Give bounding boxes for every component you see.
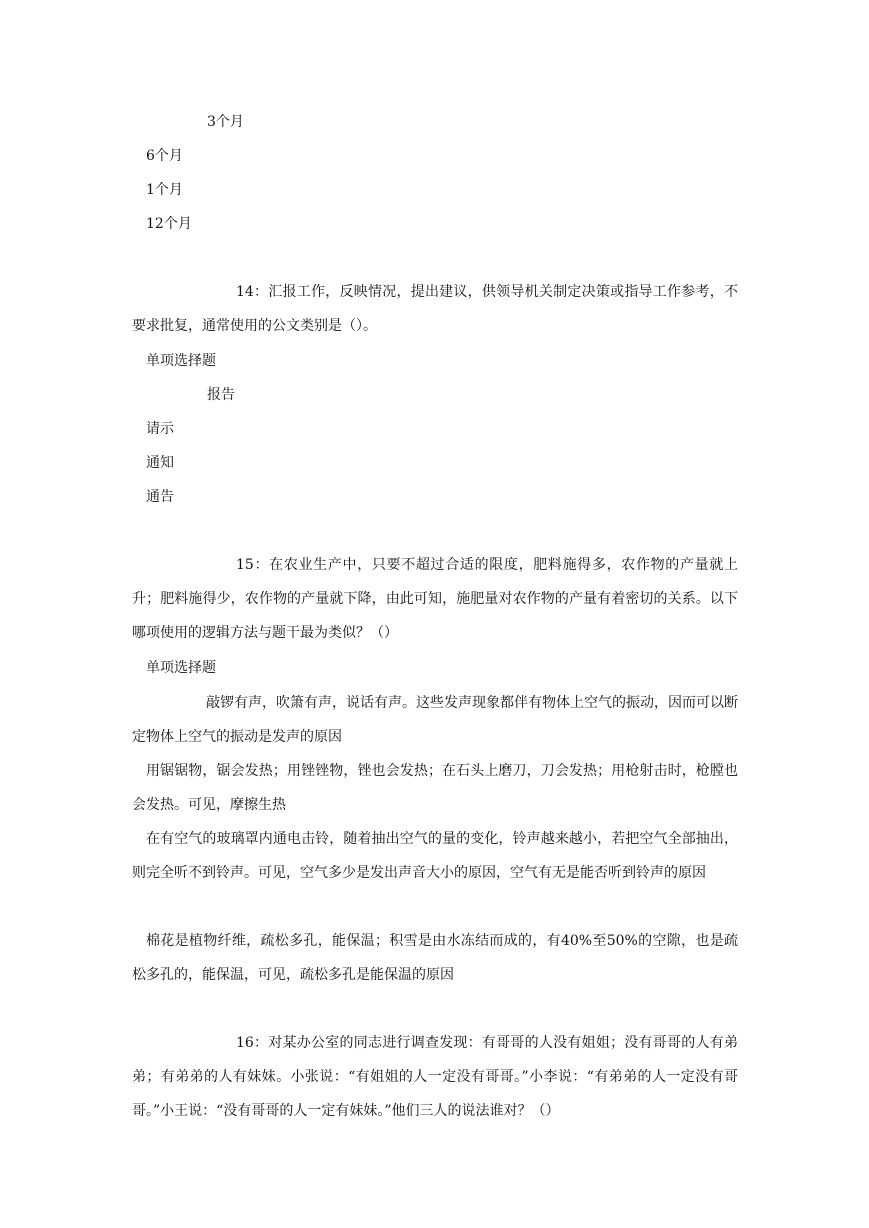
q14-option-d: 通告 [146, 489, 174, 505]
q14-option-c: 通知 [146, 455, 174, 471]
q15-option-a: 敲锣有声，吹箫有声，说话有声。这些发声现象都伴有物体上空气的振动，因而可以断定物体上空气的振动是发声的原因 [132, 695, 738, 745]
q15-option-d: 棉花是植物纤维，疏松多孔，能保温；积雪是由水冻结而成的，有40%至50%的空隙，也是疏松多孔的，能保温，可见，疏松多孔是能保温的原因 [132, 933, 738, 983]
q15-type: 单项选择题 [146, 660, 216, 676]
q13-option-c: 1个月 [146, 182, 183, 198]
q13-option-a: 3个月 [207, 114, 244, 130]
q15-option-c: 在有空气的玻璃罩内通电击铃，随着抽出空气的量的变化，铃声越来越小，若把空气全部抽出，则完全听不到铃声。可见，空气多少是发出声音大小的原因，空气有无是能否听到铃声的原因 [132, 831, 738, 881]
q14-option-a: 报告 [207, 387, 235, 403]
q15-option-b: 用锯锯物，锯会发热；用锉锉物，锉也会发热；在石头上磨刀，刀会发热；用枪射击时，枪膛也会发热。可见，摩擦生热 [132, 763, 738, 813]
q15-stem: 15：在农业生产中，只要不超过合适的限度，肥料施得多，农作物的产量就上升；肥料施得少，农作物的产量就下降，由此可知，施肥量对农作物的产量有着密切的关系。以下哪项使用的逻辑方法与题干最为类似？（） [132, 557, 738, 641]
q14-type: 单项选择题 [146, 353, 216, 369]
q13-option-d: 12个月 [146, 216, 192, 232]
q13-option-b: 6个月 [146, 148, 183, 164]
q16-stem: 16：对某办公室的同志进行调查发现：有哥哥的人没有姐姐；没有哥哥的人有弟弟；有弟弟的人有妹妹。小张说：“有姐姐的人一定没有哥哥。”小李说：“有弟弟的人一定没有哥哥。”小王说：“没有哥哥的人一定有妹妹。”他们三人的说法谁对？（） [132, 1035, 738, 1119]
q14-option-b: 请示 [146, 421, 174, 437]
q14-stem: 14：汇报工作，反映情况，提出建议，供领导机关制定决策或指导工作参考，不要求批复，通常使用的公文类别是（）。 [132, 284, 738, 334]
